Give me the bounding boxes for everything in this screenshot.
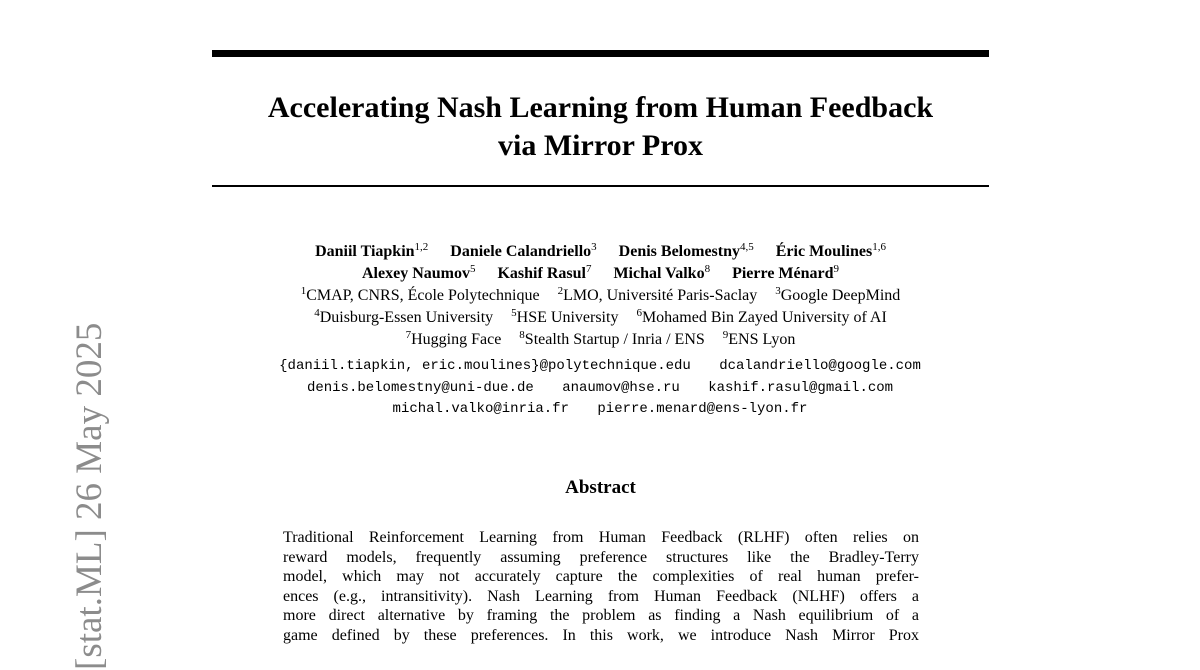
abstract-body	[283, 528, 919, 645]
abstract-line: ences (e.g., intransitivity). Nash Learning from Human Feedback (NLHF) offers a	[283, 587, 919, 605]
author: Daniil Tiapkin$^{1,2}$	[315, 241, 429, 260]
abstract-heading: Abstract	[565, 477, 636, 498]
email-block	[200, 356, 1000, 421]
arxiv-sidebar-stamp: [stat.ML] 26 May 2025	[69, 322, 110, 670]
email-link[interactable]: michal.valko@inria.fr	[392, 401, 569, 417]
affiliation: $^4$Duisburg-Essen University	[314, 307, 494, 326]
affiliation: $^6$Mohamed Bin Zayed University of AI	[636, 307, 887, 326]
affiliation: $^7$Hugging Face	[405, 329, 502, 348]
author-line-1	[212, 241, 989, 263]
affiliation-line-3	[212, 329, 989, 351]
abstract-line: more direct alternative by framing the problem as finding a Nash equilibrium of a	[283, 607, 919, 624]
affiliation: $^2$LMO, Université Paris-Saclay	[557, 285, 758, 304]
email-link[interactable]: {daniil.tiapkin, eric.moulines}@polytechnique.edu	[279, 358, 691, 374]
email-link[interactable]: pierre.menard@ens-lyon.fr	[597, 401, 808, 417]
title-line-2: via Mirror Prox	[498, 129, 703, 162]
title-line-1: Accelerating Nash Learning from Human Feedback	[267, 91, 934, 124]
author-block	[212, 241, 989, 351]
email-line-1	[200, 356, 1000, 378]
author: Éric Moulines$^{1,6}$	[775, 241, 886, 260]
affiliation: $^5$HSE University	[511, 307, 619, 326]
author: Kashif Rasul$^7$	[497, 263, 592, 282]
affiliation: $^1$CMAP, CNRS, École Polytechnique	[300, 285, 540, 304]
abstract-line: model, which may not accurately capture the complexities of real human prefer-	[283, 568, 919, 585]
top-rule	[212, 50, 989, 57]
abstract-line: Traditional Reinforcement Learning from Human Feedback (RLHF) often relies on	[283, 529, 919, 546]
affiliation-line-2	[212, 307, 989, 329]
author: Alexey Naumov$^5$	[361, 263, 476, 282]
title-bottom-rule	[212, 185, 989, 187]
email-link[interactable]: denis.belomestny@uni-due.de	[306, 379, 534, 396]
email-link[interactable]: anaumov@hse.ru	[562, 379, 680, 396]
affiliation-line-1	[212, 285, 989, 307]
abstract-line: reward models, frequently assuming preference structures like the Bradley-Terry	[283, 548, 919, 566]
affiliation: $^3$Google DeepMind	[775, 285, 901, 304]
author-line-2	[212, 263, 989, 285]
author: Denis Belomestny$^{4,5}$	[618, 241, 754, 260]
author: Michal Valko$^8$	[613, 263, 711, 282]
author: Daniele Calandriello$^3$	[450, 241, 597, 260]
email-link[interactable]: kashif.rasul@gmail.com	[708, 379, 894, 396]
email-link[interactable]: dcalandriello@google.com	[719, 358, 921, 374]
affiliation: $^9$ENS Lyon	[722, 329, 796, 348]
email-line-2	[200, 378, 1000, 400]
affiliation: $^8$Stealth Startup / Inria / ENS	[519, 329, 705, 348]
paper-title	[212, 89, 989, 165]
email-line-3	[200, 399, 1000, 421]
abstract-line: game defined by these preferences. In this work, we introduce Nash Mirror Prox	[283, 626, 919, 644]
author: Pierre Ménard$^9$	[732, 263, 840, 282]
